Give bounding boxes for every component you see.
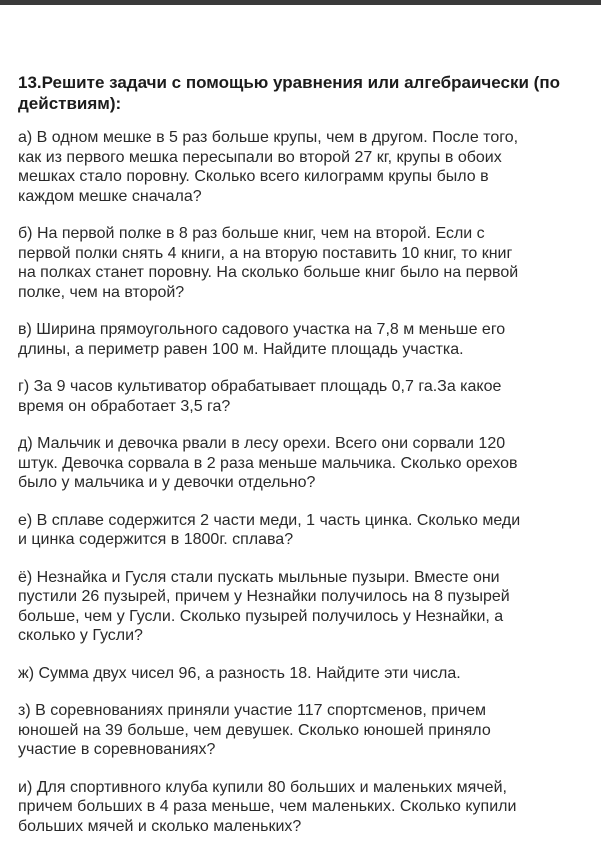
task-line: время он обработает 3,5 га?	[18, 397, 231, 415]
task-line: юношей на 39 больше, чем девушек. Сколько юношей приняло	[18, 721, 491, 739]
title-line: 13.Решите задачи с помощью уравнения или алгебраически (по	[18, 73, 560, 92]
page-title	[18, 72, 588, 114]
task-line: пустили 26 пузырей, причем у Незнайки получилось на 8 пузырей	[18, 588, 510, 605]
task-line: на полках станет поровну. На сколько больше книг было на первой	[18, 264, 519, 281]
task-z	[18, 701, 588, 760]
task-line: ё) Незнайка и Гусля стали пускать мыльные пузыри. Вместе они	[18, 568, 500, 586]
task-line: участие в соревнованиях?	[18, 741, 216, 758]
task-line: ж) Сумма двух чисел 96, а разность 18. Найдите эти числа.	[18, 664, 461, 682]
task-line: б) На первой полке в 8 раз больше книг, чем на второй. Если с	[18, 225, 485, 242]
task-line: и цинка содержится в 1800г. сплава?	[18, 531, 294, 548]
task-line: сколько у Гусли?	[18, 627, 143, 644]
task-d	[18, 434, 588, 493]
task-line: мешках стало поровну. Сколько всего килограмм крупы было в	[18, 168, 489, 185]
task-a	[18, 128, 588, 206]
top-divider-bar	[0, 0, 601, 5]
task-line: было у мальчика и у девочки отдельно?	[18, 474, 316, 491]
document-body	[18, 72, 588, 854]
task-e	[18, 511, 588, 550]
task-line: д) Мальчик и девочка рвали в лесу орехи. Всего они сорвали 120	[18, 435, 506, 452]
task-v	[18, 320, 588, 359]
title-line: действиям):	[18, 94, 122, 113]
task-line: и) Для спортивного клуба купили 80 больших и маленьких мячей,	[18, 778, 507, 796]
task-line: г) За 9 часов культиватор обрабатывает площадь 0,7 га.За какое	[18, 378, 502, 395]
task-yo	[18, 568, 588, 646]
task-b	[18, 224, 588, 302]
task-line: в) Ширина прямоугольного садового участка на 7,8 м меньше его	[18, 321, 506, 338]
task-line: е) В сплаве содержится 2 части меди, 1 часть цинка. Сколько меди	[18, 511, 521, 529]
task-zh	[18, 664, 588, 684]
task-line: каждом мешке сначала?	[18, 187, 202, 205]
task-g	[18, 377, 588, 416]
task-line: первой полки снять 4 книги, а на вторую поставить 10 книг, то книг	[18, 244, 513, 262]
task-line: больше, чем у Гусли. Сколько пузырей получилось у Незнайки, а	[18, 607, 504, 625]
task-line: причем больших в 4 раза меньше, чем маленьких. Сколько купили	[18, 798, 517, 815]
task-i	[18, 778, 588, 837]
task-line: полке, чем на второй?	[18, 283, 185, 301]
task-line: больших мячей и сколько маленьких?	[18, 817, 302, 835]
task-line: з) В соревнованиях приняли участие 117 спортсменов, причем	[18, 702, 486, 719]
task-line: как из первого мешка пересыпали во второй 27 кг, крупы в обоих	[18, 148, 502, 166]
task-line: длины, а периметр равен 100 м. Найдите площадь участка.	[18, 340, 464, 358]
task-line: штук. Девочка сорвала в 2 раза меньше мальчика. Сколько орехов	[18, 454, 518, 472]
task-line: а) В одном мешке в 5 раз больше крупы, чем в другом. После того,	[18, 129, 519, 146]
